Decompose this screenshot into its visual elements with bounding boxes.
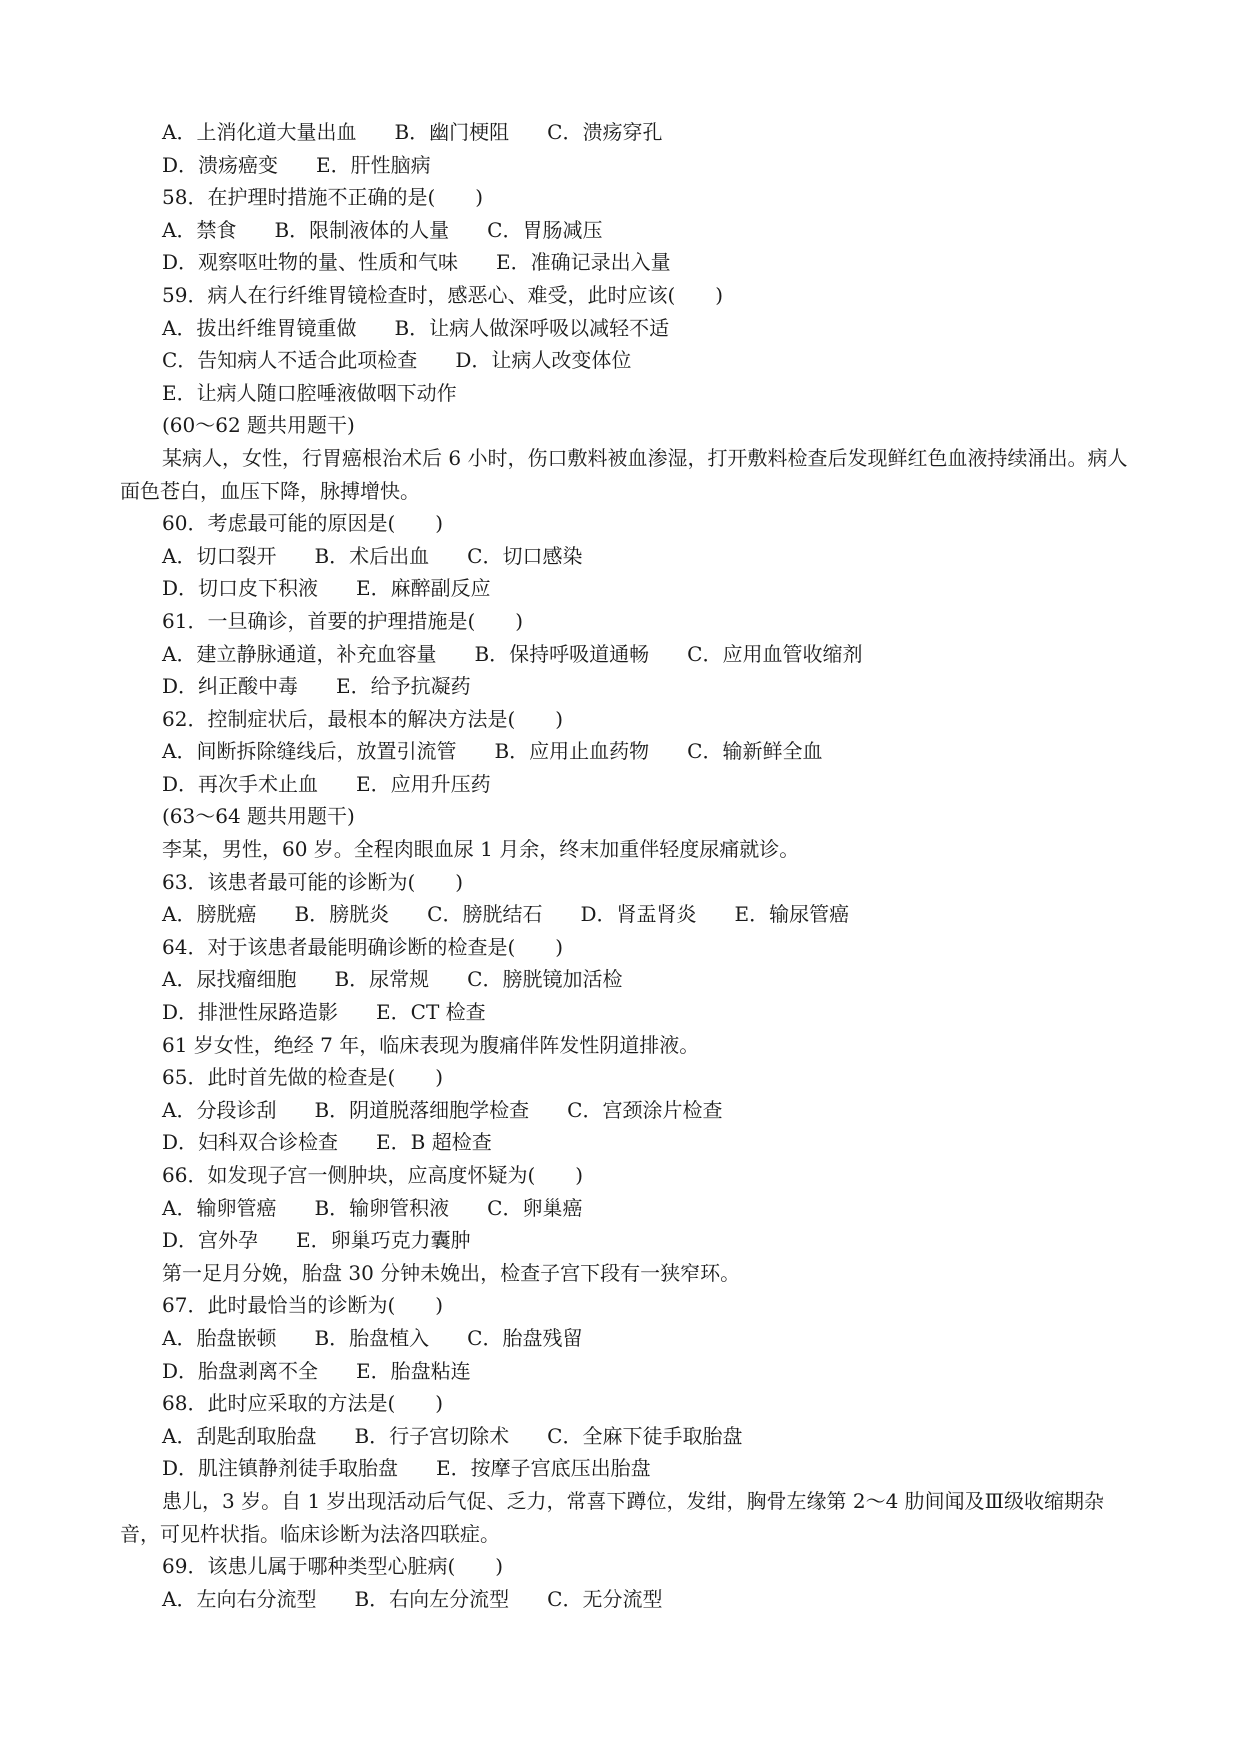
answer-option: C．胃肠减压 [487, 217, 603, 242]
option-row [120, 735, 1130, 768]
answer-option: D．宫外孕 [162, 1228, 259, 1253]
answer-option: D．让病人改变体位 [455, 348, 632, 373]
answer-option: D．溃疡癌变 [162, 152, 279, 177]
answer-option: E．肝性脑病 [316, 152, 431, 177]
option-row [120, 670, 1130, 703]
answer-option: C．膀胱镜加活检 [467, 967, 623, 992]
question-text: 61 岁女性，绝经 7 年，临床表现为腹痛伴阵发性阴道排液。 [162, 1032, 700, 1057]
option-row [120, 312, 1130, 345]
option-row [120, 116, 1130, 149]
option-row [120, 898, 1130, 931]
question-text: 61．一旦确诊，首要的护理措施是( ) [162, 608, 524, 633]
answer-option: B．限制液体的人量 [274, 217, 450, 242]
option-row [120, 1192, 1130, 1225]
question-text: 64．对于该患者最能明确诊断的检查是( ) [162, 934, 564, 959]
answer-option: B．输卵管积液 [314, 1195, 450, 1220]
answer-option: E．B 超检查 [376, 1130, 492, 1155]
option-row [120, 540, 1130, 573]
answer-option: D．肾盂肾炎 [580, 902, 697, 927]
option-row [120, 377, 1130, 410]
answer-option: E．麻醉副反应 [356, 576, 491, 601]
answer-option: B．行子宫切除术 [354, 1423, 510, 1448]
answer-option: B．胎盘植入 [314, 1325, 430, 1350]
answer-option: C．宫颈涂片检查 [567, 1097, 723, 1122]
option-row [120, 963, 1130, 996]
answer-option: C．输新鲜全血 [687, 739, 823, 764]
answer-option: A．建立静脉通道，补充血容量 [162, 641, 437, 666]
answer-option: B．膀胱炎 [294, 902, 390, 927]
answer-option: E．CT 检查 [376, 1000, 486, 1025]
case-stem-paragraph: 患儿，3 岁。自 1 岁出现活动后气促、乏力，常喜下蹲位，发绀，胸骨左缘第 2～4 肋间闻及Ⅲ级收缩期杂音，可见杵状指。临床诊断为法洛四联症。 [120, 1488, 1104, 1546]
answer-option: A．切口裂开 [162, 543, 277, 568]
option-row [120, 214, 1130, 247]
option-row [120, 1224, 1130, 1257]
answer-option: A．分段诊刮 [162, 1097, 277, 1122]
answer-option: B．幽门梗阻 [394, 120, 510, 144]
answer-option: E．应用升压药 [356, 771, 491, 796]
answer-option: D．纠正酸中毒 [162, 674, 299, 699]
option-row [120, 1583, 1130, 1616]
question-text: 67．此时最恰当的诊断为( ) [162, 1293, 444, 1318]
answer-option: B．让病人做深呼吸以减轻不适 [394, 315, 670, 340]
answer-option: C．切口感染 [467, 543, 583, 568]
case-stem-paragraph: 某病人，女性，行胃癌根治术后 6 小时，伤口敷料被血渗湿，打开敷料检查后发现鲜红色血液持续涌出。病人面色苍白，血压下降，脉搏增快。 [120, 445, 1128, 503]
answer-option: E．准确记录出入量 [496, 250, 671, 275]
answer-option: E．卵巢巧克力囊肿 [296, 1228, 471, 1253]
answer-option: D．胎盘剥离不全 [162, 1358, 319, 1383]
answer-option: E．给予抗凝药 [336, 674, 471, 699]
option-row [120, 1094, 1130, 1127]
option-row [120, 344, 1130, 377]
answer-option: A．拔出纤维胃镜重做 [162, 315, 357, 340]
answer-option: B．术后出血 [314, 543, 430, 568]
answer-option: E．让病人随口腔唾液做咽下动作 [162, 380, 457, 405]
question-text: 59．病人在行纤维胃镜检查时，感恶心、难受，此时应该( ) [162, 282, 724, 307]
option-row [120, 1322, 1130, 1355]
answer-option: C．全麻下徒手取胎盘 [547, 1423, 743, 1448]
answer-option: D．排泄性尿路造影 [162, 1000, 339, 1025]
answer-option: B．阴道脱落细胞学检查 [314, 1097, 530, 1122]
question-text: 69．该患儿属于哪种类型心脏病( ) [162, 1554, 504, 1579]
question-text: 李某，男性，60 岁。全程肉眼血尿 1 月余，终末加重伴轻度尿痛就诊。 [162, 837, 800, 862]
question-text: 68．此时应采取的方法是( ) [162, 1391, 444, 1416]
answer-option: C．膀胱结石 [427, 902, 543, 927]
option-row [120, 149, 1130, 182]
question-text: (60～62 题共用题干) [162, 413, 355, 438]
answer-option: B．尿常规 [334, 967, 430, 992]
answer-option: C．卵巢癌 [487, 1195, 583, 1220]
answer-option: A．间断拆除缝线后，放置引流管 [162, 739, 457, 764]
answer-option: A．胎盘嵌顿 [162, 1325, 277, 1350]
option-row [120, 996, 1130, 1029]
answer-option: C．胎盘残留 [467, 1325, 583, 1350]
question-text: 58．在护理时措施不正确的是( ) [162, 185, 484, 210]
answer-option: B．右向左分流型 [354, 1586, 510, 1611]
question-text: 62．控制症状后，最根本的解决方法是( ) [162, 706, 564, 731]
answer-option: A．禁食 [162, 217, 237, 242]
answer-option: C．告知病人不适合此项检查 [162, 348, 418, 373]
question-text: (63～64 题共用题干) [162, 804, 355, 829]
option-row [120, 768, 1130, 801]
question-text: 60．考虑最可能的原因是( ) [162, 511, 444, 536]
option-row [120, 1355, 1130, 1388]
answer-option: A．刮匙刮取胎盘 [162, 1423, 317, 1448]
answer-option: D．观察呕吐物的量、性质和气味 [162, 250, 459, 275]
option-row [120, 572, 1130, 605]
option-row [120, 246, 1130, 279]
answer-option: D．切口皮下积液 [162, 576, 319, 601]
answer-option: E．胎盘粘连 [356, 1358, 471, 1383]
answer-option: A．上消化道大量出血 [162, 120, 357, 144]
answer-option: A．左向右分流型 [162, 1586, 317, 1611]
answer-option: C．应用血管收缩剂 [687, 641, 863, 666]
answer-option: D．再次手术止血 [162, 771, 319, 796]
question-text: 63．该患者最可能的诊断为( ) [162, 869, 464, 894]
question-text: 第一足月分娩，胎盘 30 分钟未娩出，检查子宫下段有一狭窄环。 [162, 1260, 741, 1285]
answer-option: A．输卵管癌 [162, 1195, 277, 1220]
option-row [120, 1420, 1130, 1453]
answer-option: E．按摩子宫底压出胎盘 [436, 1456, 651, 1481]
answer-option: D．肌注镇静剂徒手取胎盘 [162, 1456, 399, 1481]
question-list [120, 116, 1130, 1615]
answer-option: B．保持呼吸道通畅 [474, 641, 650, 666]
answer-option: C．无分流型 [547, 1586, 663, 1611]
answer-option: A．尿找瘤细胞 [162, 967, 297, 992]
answer-option: A．膀胱癌 [162, 902, 257, 927]
answer-option: C．溃疡穿孔 [547, 120, 663, 144]
option-row [120, 1452, 1130, 1485]
answer-option: B．应用止血药物 [494, 739, 650, 764]
option-row [120, 638, 1130, 671]
question-text: 66．如发现子宫一侧肿块，应高度怀疑为( ) [162, 1163, 584, 1187]
answer-option: E．输尿管癌 [734, 902, 850, 927]
option-row [120, 1126, 1130, 1159]
question-text: 65．此时首先做的检查是( ) [162, 1065, 444, 1090]
answer-option: D．妇科双合诊检查 [162, 1130, 339, 1155]
